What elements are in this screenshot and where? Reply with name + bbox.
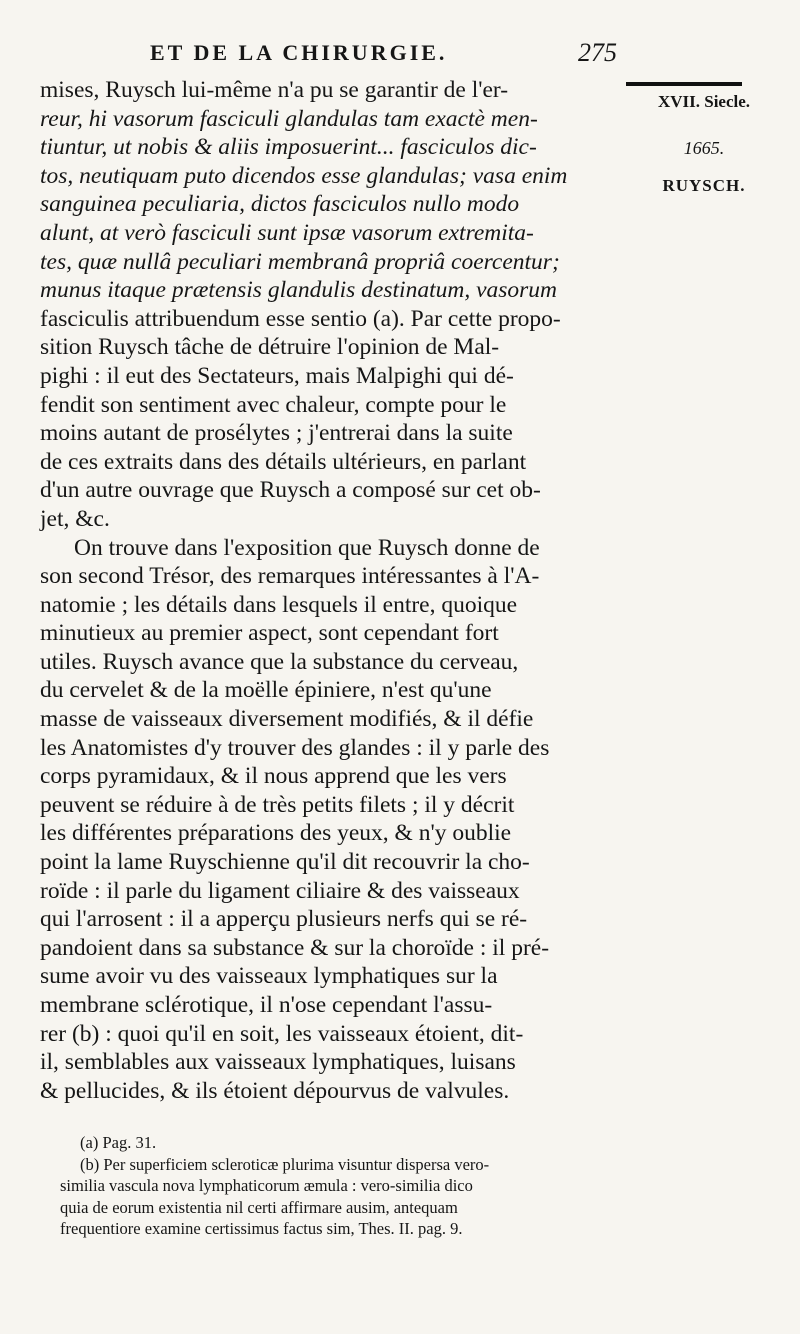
- text-line: son second Trésor, des remarques intéressantes à l'A-: [40, 563, 540, 590]
- text-line: membrane sclérotique, il n'ose cependant l'assu-: [40, 992, 493, 1018]
- margin-note-year: 1665.: [683, 138, 725, 158]
- text-line: minutieux au premier aspect, sont cependant fort: [40, 620, 499, 647]
- text-line: il, semblables aux vaisseaux lymphatiques, luisans: [40, 1049, 516, 1076]
- page-number: 275: [578, 38, 617, 67]
- margin-note-author: RUYSCH.: [662, 176, 746, 195]
- text-line: pighi : il eut des Sectateurs, mais Malpighi qui dé-: [40, 362, 514, 389]
- text-line: pandoient dans sa substance & sur la choroïde : il pré-: [40, 934, 550, 961]
- main-text: [40, 76, 628, 1105]
- text-line: masse de vaisseaux diversement modifiés, & il défie: [40, 706, 534, 733]
- margin-rule: [626, 82, 742, 86]
- footnote-line: frequentiore examine certissimus factus sim, Thes. II. pag. 9.: [60, 1219, 463, 1238]
- text-line: reur, hi vasorum fasciculi glandulas tam exactè men-: [40, 105, 538, 132]
- text-line: tes, quæ nullâ peculiari membranâ propriâ coercentur;: [40, 248, 560, 275]
- text-line: natomie ; les détails dans lesquels il entre, quoique: [40, 591, 518, 618]
- text-line: fasciculis attribuendum esse sentio (a). Par cette propo-: [40, 305, 561, 332]
- text-line: moins autant de prosélytes ; j'entrerai dans la suite: [40, 420, 513, 447]
- text-line: fendit son sentiment avec chaleur, compte pour le: [40, 391, 507, 418]
- footnote-line: similia vascula nova lymphaticorum æmula : vero-similia dico: [60, 1176, 473, 1195]
- text-line: sition Ruysch tâche de détruire l'opinion de Mal-: [40, 334, 500, 361]
- text-line: peuvent se réduire à de très petits filets ; il y décrit: [40, 791, 515, 818]
- text-line: On trouve dans l'exposition que Ruysch donne de: [74, 534, 540, 561]
- text-line: sanguinea peculiaria, dictos fasciculos nullo modo: [40, 191, 520, 218]
- text-line: alunt, at verò fasciculi sunt ipsæ vasorum extremita-: [40, 219, 534, 246]
- footnotes: [60, 1132, 650, 1240]
- text-line: utiles. Ruysch avance que la substance du cerveau,: [40, 648, 519, 675]
- text-line: les Anatomistes d'y trouver des glandes : il y parle des: [40, 734, 550, 761]
- text-line: sume avoir vu des vaisseaux lymphatiques sur la: [40, 963, 498, 990]
- running-head: ET DE LA CHIRURGIE.: [150, 40, 448, 65]
- text-line: point la lame Ruyschienne qu'il dit recouvrir la cho-: [40, 849, 530, 876]
- text-line: de ces extraits dans des détails ultérieurs, en parlant: [40, 448, 527, 475]
- text-line: du cervelet & de la moëlle épiniere, n'est qu'une: [40, 677, 492, 704]
- footnote-line: (b) Per superficiem scleroticæ plurima visuntur dispersa vero-: [80, 1154, 490, 1174]
- text-line: roïde : il parle du ligament ciliaire & des vaisseaux: [40, 877, 520, 904]
- text-line: corps pyramidaux, & il nous apprend que les vers: [40, 763, 507, 790]
- text-line: mises, Ruysch lui-même n'a pu se garantir de l'er-: [40, 77, 509, 103]
- text-line: d'un autre ouvrage que Ruysch a composé sur cet ob-: [40, 477, 541, 504]
- text-line: tiuntur, ut nobis & aliis imposuerint... fasciculos dic-: [40, 134, 537, 161]
- margin-note-century: XVII. Siecle.: [657, 92, 751, 111]
- text-line: les différentes préparations des yeux, & n'y oublie: [40, 820, 512, 847]
- text-line: tos, neutiquam puto dicendos esse glandulas; vasa enim: [40, 162, 568, 189]
- text-line: jet, &c.: [40, 505, 110, 532]
- text-line: qui l'arrosent : il a apperçu plusieurs nerfs qui se ré-: [40, 906, 528, 933]
- footnote-line: quia de eorum existentia nil certi affirmare ausim, antequam: [60, 1197, 458, 1217]
- text-line: rer (b) : quoi qu'il en soit, les vaisseaux étoient, dit-: [40, 1020, 524, 1047]
- text-line: munus itaque prætensis glandulis destinatum, vasorum: [40, 277, 558, 304]
- footnote-line: (a) Pag. 31.: [80, 1133, 157, 1152]
- text-line: & pellucides, & ils étoient dépourvus de valvules.: [40, 1077, 510, 1104]
